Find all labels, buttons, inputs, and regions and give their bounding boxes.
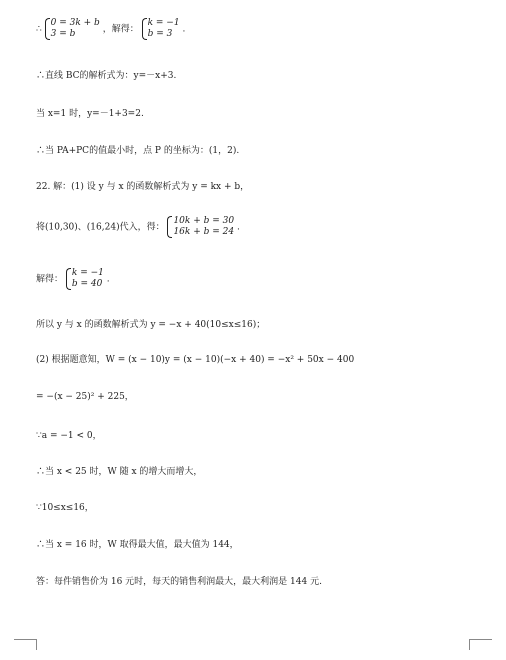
line-point-p: ∴当 PA+PC的值最小时，点 P 的坐标为：(1，2). xyxy=(36,146,240,156)
line-answer: 答：每件销售价为 16 元时，每天的销售利润最大，最大利润是 144 元. xyxy=(36,577,322,587)
line-substitute xyxy=(36,216,240,238)
line-a-negative: ∵a = −1 < 0， xyxy=(36,431,102,441)
line-solved xyxy=(36,268,110,290)
therefore-symbol: ∴ xyxy=(36,24,42,35)
line-end-punct: . xyxy=(236,222,240,233)
line-q22-start: 22. 解：(1) 设 y 与 x 的函数解析式为 y = kx + b， xyxy=(36,182,250,192)
line-end-punct: . xyxy=(106,274,110,285)
line-x-equals-1: 当 x=1 时，y=－1+3=2. xyxy=(36,109,144,119)
solve-text: ，解得： xyxy=(102,24,139,35)
page-corner-mark-left xyxy=(14,639,37,650)
line-max-value: ∴当 x = 16 时，W 取得最大值，最大值为 144， xyxy=(36,540,239,550)
equation-system-4 xyxy=(66,268,104,290)
equation-row: 16k + b = 24 xyxy=(173,227,235,237)
equation-row: k = −1 xyxy=(147,18,180,28)
substitute-text: 将(10,30)、(16,24)代入，得： xyxy=(36,222,165,233)
equation-row: 3 = b xyxy=(50,29,76,39)
solved-text: 解得： xyxy=(36,274,64,285)
equation-row: 0 = 3k + b xyxy=(50,18,100,28)
line-vertex-form: = −(x − 25)² + 225， xyxy=(36,392,134,402)
line-bc-expression: ∴直线 BC的解析式为：y=－x+3. xyxy=(36,71,177,81)
equation-row: k = −1 xyxy=(71,268,104,278)
equation-system-1 xyxy=(45,18,100,40)
line-x-range: ∵10≤x≤16， xyxy=(36,503,94,513)
equation-system-3 xyxy=(167,216,234,238)
line-increasing: ∴当 x < 25 时，W 随 x 的增大而增大， xyxy=(36,467,203,477)
solve-line-1 xyxy=(36,18,185,40)
line-part2-w: (2) 根据题意知，W = (x − 10)y = (x − 10)(−x + 40) = −x² + 50x − 400 xyxy=(36,355,355,365)
page-corner-mark-right xyxy=(469,639,492,650)
equation-system-2 xyxy=(142,18,180,40)
equation-row: 10k + b = 30 xyxy=(173,216,235,226)
line-function-expression: 所以 y 与 x 的函数解析式为 y = −x + 40(10≤x≤16)； xyxy=(36,320,266,330)
line-end-punct: . xyxy=(182,24,186,35)
equation-row: b = 40 xyxy=(71,279,103,289)
equation-row: b = 3 xyxy=(147,29,173,39)
